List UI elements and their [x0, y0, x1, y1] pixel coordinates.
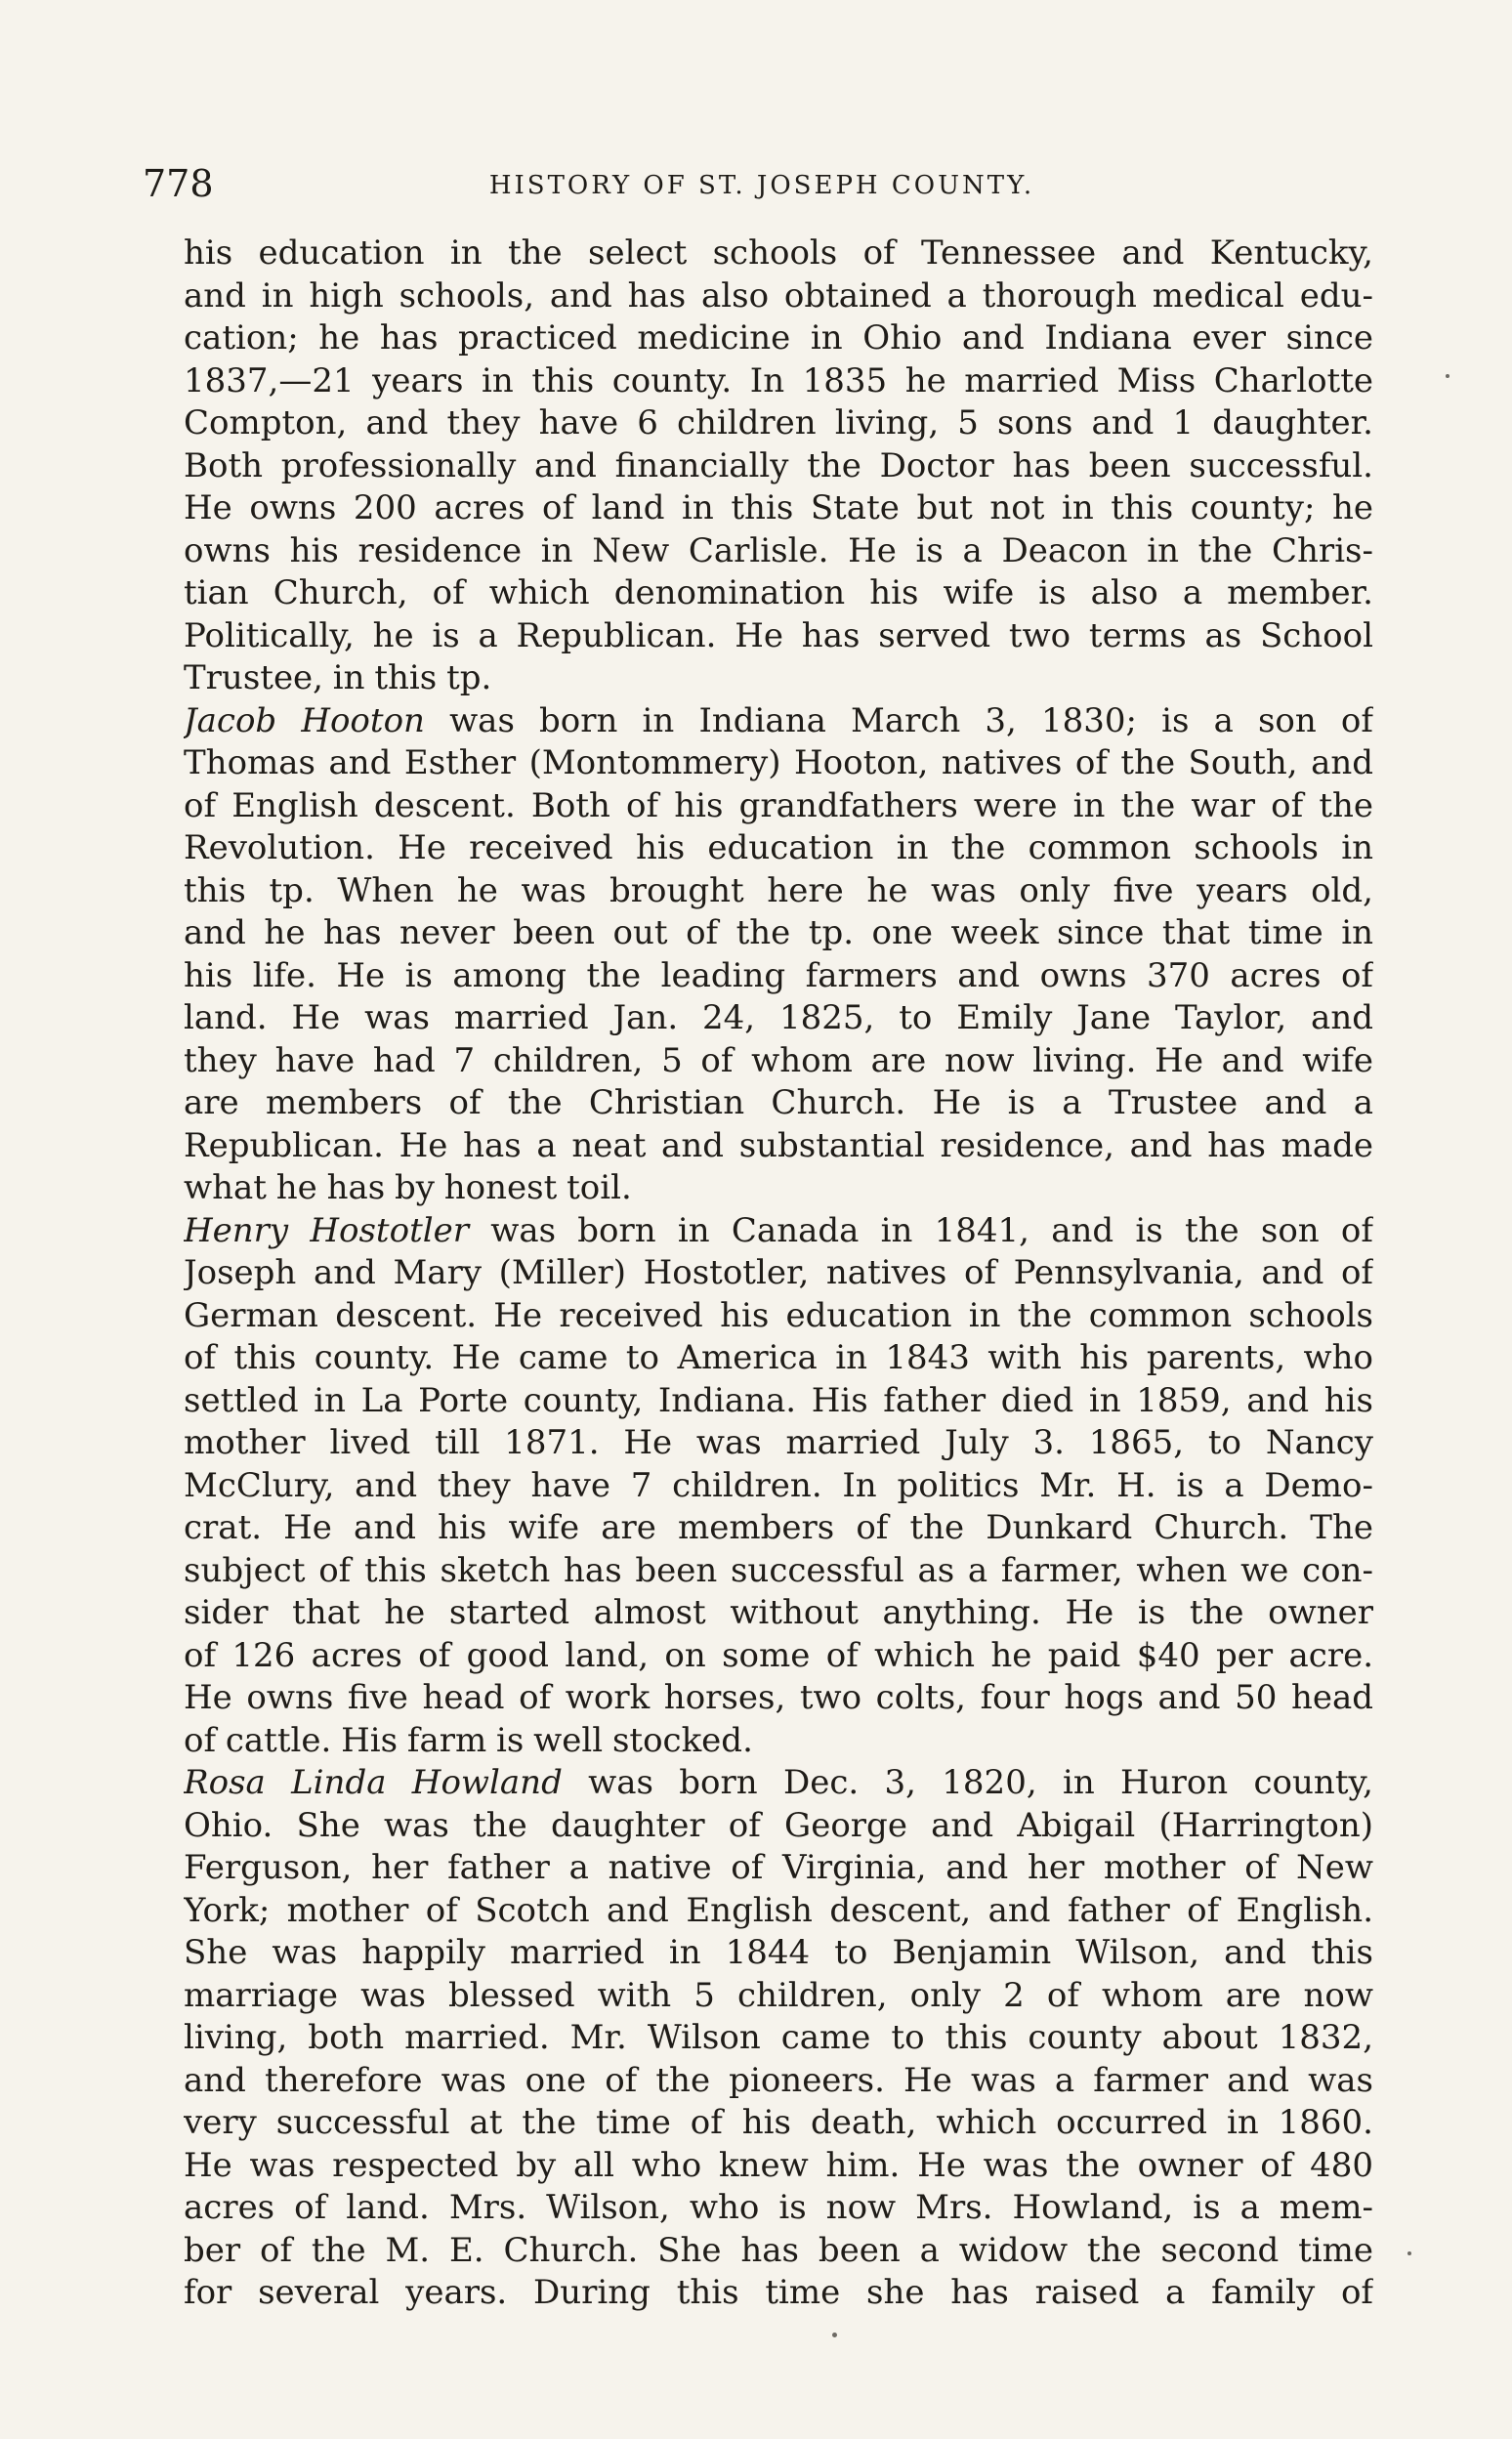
line-text: She was happily married in 1844 to Benjamin Wilson, and this: [184, 1933, 1373, 1972]
text-line: [184, 1592, 1373, 1635]
text-line: [184, 2230, 1373, 2273]
text-line: [184, 1125, 1373, 1168]
page-number: 778: [143, 162, 214, 205]
line-text: living, both married. Mr. Wilson came to this county about 1832,: [184, 2018, 1373, 2057]
line-text: Politically, he is a Republican. He has served two terms as School: [184, 615, 1373, 655]
text-line: [184, 1550, 1373, 1593]
text-line: [184, 275, 1373, 318]
text-line: [184, 1040, 1373, 1083]
text-line: [184, 742, 1373, 785]
text-line: [184, 487, 1373, 530]
text-line: [184, 870, 1373, 913]
text-line: [184, 572, 1373, 615]
margin-speck: [1407, 2251, 1411, 2255]
line-text: they have had 7 children, 5 of whom are now living. He and wife: [184, 1040, 1373, 1080]
text-line: [184, 402, 1373, 445]
text-line: [184, 912, 1373, 955]
text-line: [184, 615, 1373, 658]
line-text: for several years. During this time she has raised a family of: [184, 2273, 1373, 2312]
paragraph-start-line: [184, 1762, 1373, 1805]
line-text: He was respected by all who knew him. He was the owner of 480: [184, 2145, 1373, 2185]
text-line: [184, 1167, 1373, 1210]
line-text: very successful at the time of his death, which occurred in 1860.: [184, 2103, 1373, 2142]
line-text: was born in Canada in 1841, and is the son of: [468, 1210, 1373, 1250]
line-text: his life. He is among the leading farmers and owns 370 acres of: [184, 955, 1373, 995]
line-text: Thomas and Esther (Montommery) Hooton, natives of the South, and: [184, 743, 1373, 782]
running-head: HISTORY OF ST. JOSEPH COUNTY.: [488, 171, 1035, 200]
line-text: this tp. When he was brought here he was only five years old,: [184, 870, 1373, 910]
line-text: crat. He and his wife are members of the Dunkard Church. The: [184, 1508, 1373, 1547]
text-line: [184, 1507, 1373, 1550]
biography-name: Rosa Linda Howland: [184, 1763, 563, 1802]
line-text: German descent. He received his education in the common schools: [184, 1295, 1373, 1335]
text-line: [184, 1677, 1373, 1720]
line-text: subject of this sketch has been successful as a farmer, when we con-: [184, 1550, 1373, 1590]
text-line: [184, 827, 1373, 870]
line-text: land. He was married Jan. 24, 1825, to Emily Jane Taylor, and: [184, 998, 1373, 1037]
text-line: [184, 657, 1373, 700]
line-text: He owns five head of work horses, two colts, four hogs and 50 head: [184, 1678, 1373, 1717]
text-line: [184, 1380, 1373, 1423]
line-text: cation; he has practiced medicine in Ohio and Indiana ever since: [184, 318, 1373, 357]
text-line: [184, 1422, 1373, 1465]
margin-speck: [832, 2333, 837, 2337]
text-line: [184, 1720, 1373, 1763]
line-text: Ohio. She was the daughter of George and Abigail (Harrington): [184, 1805, 1373, 1845]
page-header: [143, 162, 1381, 205]
paragraph-start-line: [184, 1210, 1373, 1253]
line-text: his education in the select schools of Tennessee and Kentucky,: [184, 233, 1373, 273]
text-line: [184, 1465, 1373, 1508]
text-line: [184, 317, 1373, 360]
text-line: [184, 2060, 1373, 2103]
line-text: was born in Indiana March 3, 1830; is a son of: [424, 700, 1373, 740]
line-text: Revolution. He received his education in the common schools in: [184, 828, 1373, 867]
line-text: York; mother of Scotch and English descent, and father of English.: [184, 1890, 1373, 1930]
line-text: sider that he started almost without anything. He is the owner: [184, 1593, 1373, 1632]
text-line: [184, 2017, 1373, 2060]
line-text: and in high schools, and has also obtained a thorough medical edu-: [184, 275, 1373, 315]
line-text: and therefore was one of the pioneers. He was a farmer and was: [184, 2060, 1373, 2100]
line-text: of this county. He came to America in 1843 with his parents, who: [184, 1338, 1373, 1377]
line-text: ber of the M. E. Church. She has been a widow the second time: [184, 2230, 1373, 2270]
line-text: what he has by honest toil.: [184, 1168, 632, 1207]
line-text: Ferguson, her father a native of Virginia, and her mother of New: [184, 1848, 1373, 1887]
biography-name: Jacob Hooton: [184, 700, 425, 740]
margin-speck: [1446, 374, 1449, 378]
text-line: [184, 2145, 1373, 2188]
text-line: [184, 1932, 1373, 1975]
line-text: was born Dec. 3, 1820, in Huron county,: [562, 1763, 1373, 1802]
text-line: [184, 232, 1373, 275]
text-line: [184, 2272, 1373, 2315]
line-text: Trustee, in this tp.: [184, 658, 492, 697]
text-line: [184, 360, 1373, 403]
body-text: [184, 232, 1373, 2342]
line-text: Both professionally and financially the Doctor has been successful.: [184, 445, 1373, 485]
text-line: [184, 1337, 1373, 1380]
text-line: [184, 997, 1373, 1040]
text-line: [184, 1635, 1373, 1678]
text-line: [184, 1847, 1373, 1890]
line-text: He owns 200 acres of land in this State but not in this county; he: [184, 488, 1373, 527]
text-line: [184, 445, 1373, 488]
text-line: [184, 2102, 1373, 2145]
line-text: are members of the Christian Church. He is a Trustee and a: [184, 1083, 1373, 1122]
text-line: [184, 1295, 1373, 1338]
line-text: Joseph and Mary (Miller) Hostotler, natives of Pennsylvania, and of: [184, 1253, 1373, 1292]
line-text: owns his residence in New Carlisle. He is a Deacon in the Chris-: [184, 530, 1373, 570]
line-text: of cattle. His farm is well stocked.: [184, 1720, 753, 1760]
line-text: mother lived till 1871. He was married July 3. 1865, to Nancy: [184, 1423, 1373, 1462]
line-text: marriage was blessed with 5 children, only 2 of whom are now: [184, 1975, 1373, 2015]
line-text: settled in La Porte county, Indiana. His father died in 1859, and his: [184, 1380, 1373, 1420]
line-text: and he has never been out of the tp. one week since that time in: [184, 913, 1373, 952]
text-line: [184, 1805, 1373, 1848]
text-line: [184, 1890, 1373, 1933]
line-text: Compton, and they have 6 children living, 5 sons and 1 daughter.: [184, 403, 1373, 442]
line-text: acres of land. Mrs. Wilson, who is now Mrs. Howland, is a mem-: [184, 2188, 1373, 2227]
biography-name: Henry Hostotler: [184, 1210, 469, 1250]
text-line: [184, 785, 1373, 828]
line-text: McClury, and they have 7 children. In politics Mr. H. is a Demo-: [184, 1465, 1373, 1505]
text-line: [184, 955, 1373, 998]
line-text: Republican. He has a neat and substantial residence, and has made: [184, 1125, 1373, 1165]
line-text: of English descent. Both of his grandfathers were in the war of the: [184, 785, 1373, 825]
text-line: [184, 1975, 1373, 2018]
line-text: of 126 acres of good land, on some of which he paid $40 per acre.: [184, 1635, 1373, 1675]
text-line: [184, 1252, 1373, 1295]
text-line: [184, 2187, 1373, 2230]
line-text: tian Church, of which denomination his wife is also a member.: [184, 573, 1373, 612]
line-text: 1837,—21 years in this county. In 1835 he married Miss Charlotte: [184, 360, 1373, 400]
text-line: [184, 1082, 1373, 1125]
paragraph-start-line: [184, 700, 1373, 743]
text-line: [184, 530, 1373, 573]
